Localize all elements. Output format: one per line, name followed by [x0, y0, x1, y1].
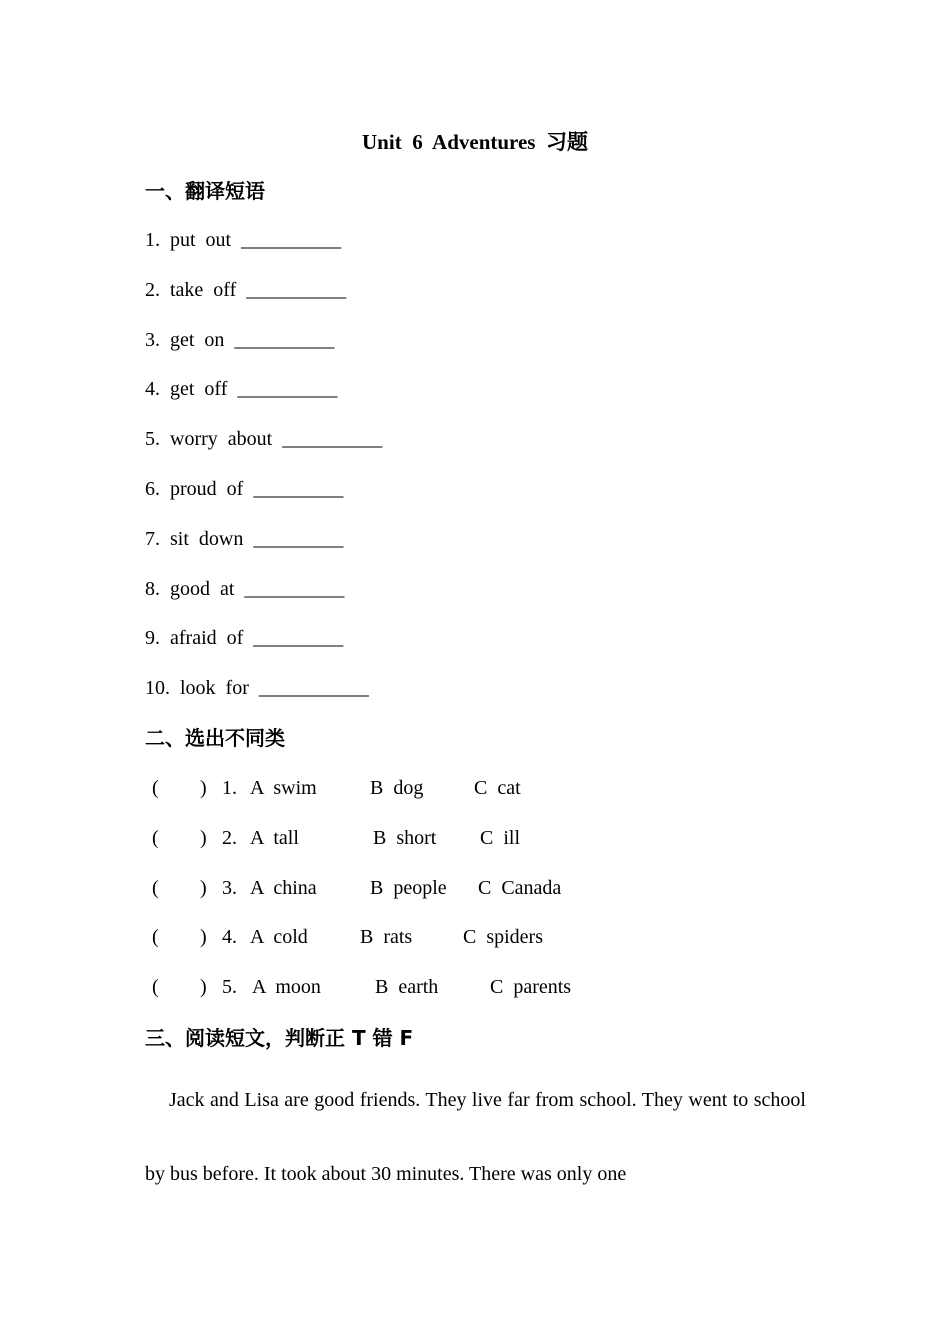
- question-number: 2.: [222, 826, 237, 849]
- section-1-heading: 一、翻译短语: [145, 179, 265, 203]
- option-b: B earth: [375, 976, 439, 999]
- option-a: A moon: [252, 976, 321, 999]
- option-a: A china: [250, 876, 317, 899]
- option-c: C cat: [474, 777, 521, 799]
- phrase-item: 1. put out __________: [145, 229, 342, 251]
- option-c: C spiders: [463, 926, 543, 949]
- option-b: B dog: [370, 777, 424, 799]
- option-b: B short: [373, 826, 437, 849]
- question-number: 5.: [222, 976, 237, 999]
- close-paren: ): [200, 876, 207, 899]
- phrase-item: 3. get on __________: [145, 328, 335, 351]
- section-3-heading: 三、阅读短文，判断正 T 错 F: [145, 1026, 414, 1050]
- option-a: A swim: [250, 777, 317, 799]
- option-b: B rats: [360, 926, 413, 949]
- option-a: A cold: [250, 926, 308, 949]
- page-title: Unit 6 Adventures 习题: [362, 130, 588, 154]
- option-c: C parents: [490, 976, 572, 999]
- phrase-item: 9. afraid of _________: [145, 627, 344, 650]
- section-2-heading: 二、选出不同类: [145, 726, 285, 750]
- reading-passage: Jack and Lisa are good friends. They live far from school. They went to school by bus before. It took about 30 minutes. There was only one: [145, 1089, 806, 1185]
- phrase-item: 6. proud of _________: [145, 478, 344, 500]
- phrase-item: 4. get off __________: [145, 378, 338, 401]
- phrase-item: 7. sit down _________: [145, 527, 344, 550]
- open-paren: (: [152, 976, 159, 999]
- phrase-item: 5. worry about __________: [145, 428, 383, 451]
- open-paren: (: [152, 777, 159, 799]
- question-number: 1.: [222, 777, 237, 799]
- open-paren: (: [152, 926, 159, 949]
- option-a: A tall: [250, 826, 299, 849]
- close-paren: ): [200, 777, 207, 799]
- phrase-item: 8. good at __________: [145, 577, 345, 600]
- question-number: 3.: [222, 876, 237, 899]
- question-number: 4.: [222, 926, 237, 949]
- close-paren: ): [200, 926, 207, 949]
- open-paren: (: [152, 826, 159, 849]
- phrase-item: 10. look for ___________: [145, 677, 369, 700]
- option-c: C ill: [480, 826, 521, 849]
- option-b: B people: [370, 876, 447, 899]
- close-paren: ): [200, 976, 207, 999]
- option-c: C Canada: [478, 876, 562, 899]
- phrase-item: 2. take off __________: [145, 278, 347, 301]
- close-paren: ): [200, 826, 207, 849]
- open-paren: (: [152, 876, 159, 899]
